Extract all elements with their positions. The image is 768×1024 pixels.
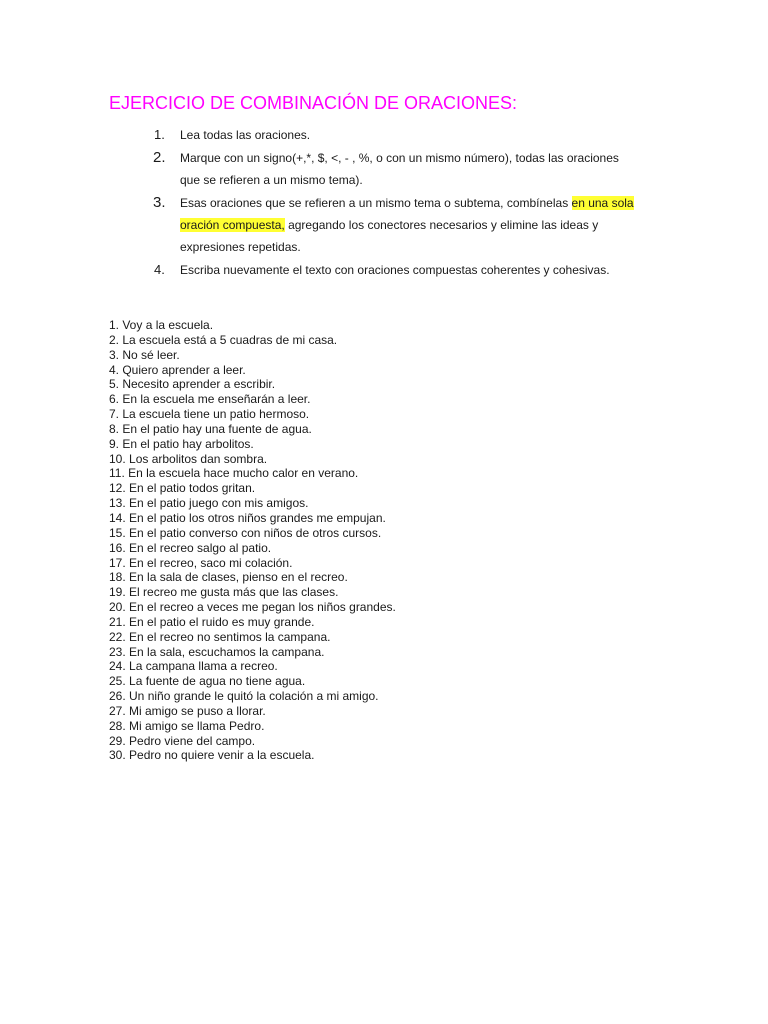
sentence-item: 7. La escuela tiene un patio hermoso. (109, 407, 310, 422)
sentence-item: 18. En la sala de clases, pienso en el recreo. (109, 570, 348, 585)
sentence-item: 22. En el recreo no sentimos la campana. (109, 629, 331, 644)
sentence-item: 27. Mi amigo se puso a llorar. (109, 703, 266, 718)
sentence-item: 17. En el recreo, saco mi colación. (109, 555, 293, 570)
instruction-text: Escriba nuevamente el texto con oraciones compuestas coherentes y cohesivas. (180, 263, 610, 277)
instruction-text: Lea todas las oraciones. (180, 128, 311, 142)
sentence-item: 3. No sé leer. (109, 347, 180, 362)
sentence-item: 26. Un niño grande le quitó la colación a mi amigo. (109, 689, 379, 704)
sentence-item: 10. Los arbolitos dan sombra. (109, 451, 268, 466)
sentence-item: 29. Pedro viene del campo. (109, 733, 256, 748)
instruction-text-line-1: Marque con un signo(+,*, $, <, - , %, o con un mismo número), todas las oraciones (180, 151, 619, 165)
sentence-item: 5. Necesito aprender a escribir. (109, 377, 276, 392)
sentence-item: 28. Mi amigo se llama Pedro. (109, 718, 265, 733)
sentence-item: 19. El recreo me gusta más que las clases. (109, 585, 339, 600)
sentence-item: 14. En el patio los otros niños grandes me empujan. (109, 510, 386, 525)
sentence-item: 1. Voy a la escuela. (109, 318, 214, 332)
sentence-item: 9. En el patio hay arbolitos. (109, 436, 254, 451)
instruction-number: 3. (153, 194, 166, 211)
instruction-number: 2. (153, 149, 166, 166)
sentence-item: 2. La escuela está a 5 cuadras de mi casa. (109, 332, 338, 347)
sentences-list (109, 318, 396, 763)
sentence-item: 15. En el patio converso con niños de otros cursos. (109, 525, 382, 540)
instruction-item-3 (149, 192, 669, 258)
instruction-number: 4. (154, 262, 165, 277)
instructions-list (149, 124, 669, 282)
sentence-item: 4. Quiero aprender a leer. (109, 362, 246, 377)
instruction-item-1 (149, 124, 669, 146)
sentence-item: 21. En el patio el ruido es muy grande. (109, 614, 315, 629)
page-title: EJERCICIO DE COMBINACIÓN DE ORACIONES: (109, 93, 518, 113)
instruction-item-4 (149, 259, 669, 281)
sentence-item: 23. En la sala, escuchamos la campana. (109, 644, 325, 659)
sentence-item: 25. La fuente de agua no tiene agua. (109, 674, 306, 689)
sentence-item: 20. En el recreo a veces me pegan los niños grandes. (109, 600, 396, 615)
instruction-text-after: agregando los conectores necesarios y elimine las ideas y (284, 218, 599, 232)
sentence-item: 16. En el recreo salgo al patio. (109, 540, 272, 555)
sentence-item: 6. En la escuela me enseñarán a leer. (109, 392, 311, 407)
instruction-number: 1. (154, 127, 165, 142)
instruction-text-line-3: expresiones repetidas. (180, 240, 301, 254)
sentence-item: 24. La campana llama a recreo. (109, 659, 278, 674)
sentence-item: 12. En el patio todos gritan. (109, 481, 256, 496)
sentence-item: 13. En el patio juego con mis amigos. (109, 496, 309, 511)
sentence-item: 30. Pedro no quiere venir a la escuela. (109, 748, 315, 763)
instruction-text-line-2: que se refieren a un mismo tema). (180, 173, 363, 187)
highlighted-text: oración compuesta, (180, 218, 285, 232)
sentence-item: 11. En la escuela hace mucho calor en verano. (109, 466, 359, 481)
instruction-text-before: Esas oraciones que se refieren a un mismo tema o subtema, combínelas (180, 196, 572, 210)
sentence-item: 8. En el patio hay una fuente de agua. (109, 421, 312, 436)
instruction-item-2 (149, 147, 669, 191)
highlighted-text: en una sola (571, 196, 634, 210)
